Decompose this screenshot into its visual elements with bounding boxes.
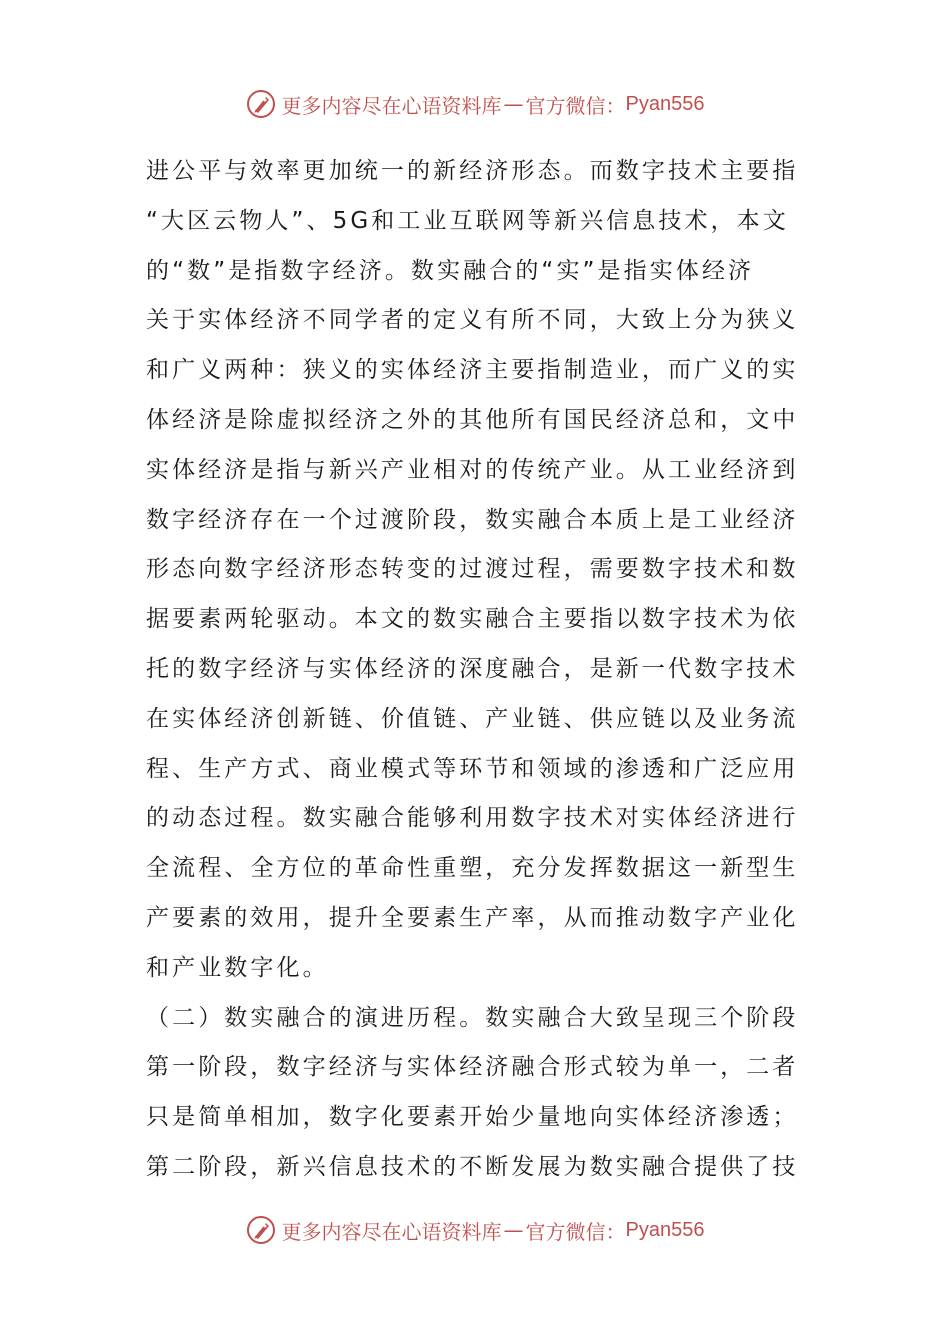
text-line: 只是简单相加，数字化要素开始少量地向实体经济渗透； [146,1104,799,1131]
text-line: “大区云物人”、5G和工业互联网等新兴信息技术，本文 [146,207,789,234]
text-line: 的“数”是指数字经济。数实融合的“实”是指实体经济 [146,257,755,284]
text-line: 据要素两轮驱动。本文的数实融合主要指以数字技术为依 [146,606,799,633]
banner-wechat-id: Pyan556 [625,1218,705,1241]
text-line: 第二阶段，新兴信息技术的不断发展为数实融合提供了技 [146,1153,799,1180]
header-banner [0,84,950,124]
body-text [146,147,806,1193]
banner-wechat-label: 官方微信： [525,93,626,118]
text-line: 托的数字经济与实体经济的深度融合，是新一代数字技术 [146,655,799,682]
text-line: 关于实体经济不同学者的定义有所不同，大致上分为狭义 [146,307,799,334]
pen-nib-icon [246,1215,276,1245]
text-line: （二）数实融合的演进历程。数实融合大致呈现三个阶段 [146,1004,799,1031]
text-line: 在实体经济创新链、价值链、产业链、供应链以及业务流 [146,705,799,732]
text-line: 数字经济存在一个过渡阶段，数实融合本质上是工业经济 [146,506,799,533]
banner-site-text: 更多内容尽在心语资料库 [281,1219,502,1244]
text-line: 实体经济是指与新兴产业相对的传统产业。从工业经济到 [146,456,799,483]
banner-wechat-label: 官方微信： [525,1219,626,1244]
text-line: 体经济是除虚拟经济之外的其他所有国民经济总和，文中 [146,406,799,433]
banner-separator: — [503,1218,524,1242]
banner-site-text: 更多内容尽在心语资料库 [281,93,502,118]
footer-banner [0,1210,950,1250]
banner-separator: — [503,92,524,116]
pen-nib-icon [246,89,276,119]
text-line: 第一阶段，数字经济与实体经济融合形式较为单一，二者 [146,1054,799,1081]
text-line: 程、生产方式、商业模式等环节和领域的渗透和广泛应用 [146,755,799,782]
text-line: 和广义两种：狭义的实体经济主要指制造业，而广义的实 [146,357,799,384]
banner-wechat-id: Pyan556 [625,92,705,115]
text-line: 形态向数字经济形态转变的过渡过程，需要数字技术和数 [146,556,799,583]
text-line: 进公平与效率更加统一的新经济形态。而数字技术主要指 [146,158,799,184]
text-line: 和产业数字化。 [146,954,329,981]
text-line: 的动态过程。数实融合能够利用数字技术对实体经济进行 [146,805,799,832]
text-line: 全流程、全方位的革命性重塑，充分发挥数据这一新型生 [146,855,799,882]
text-line: 产要素的效用，提升全要素生产率，从而推动数字产业化 [146,904,799,931]
